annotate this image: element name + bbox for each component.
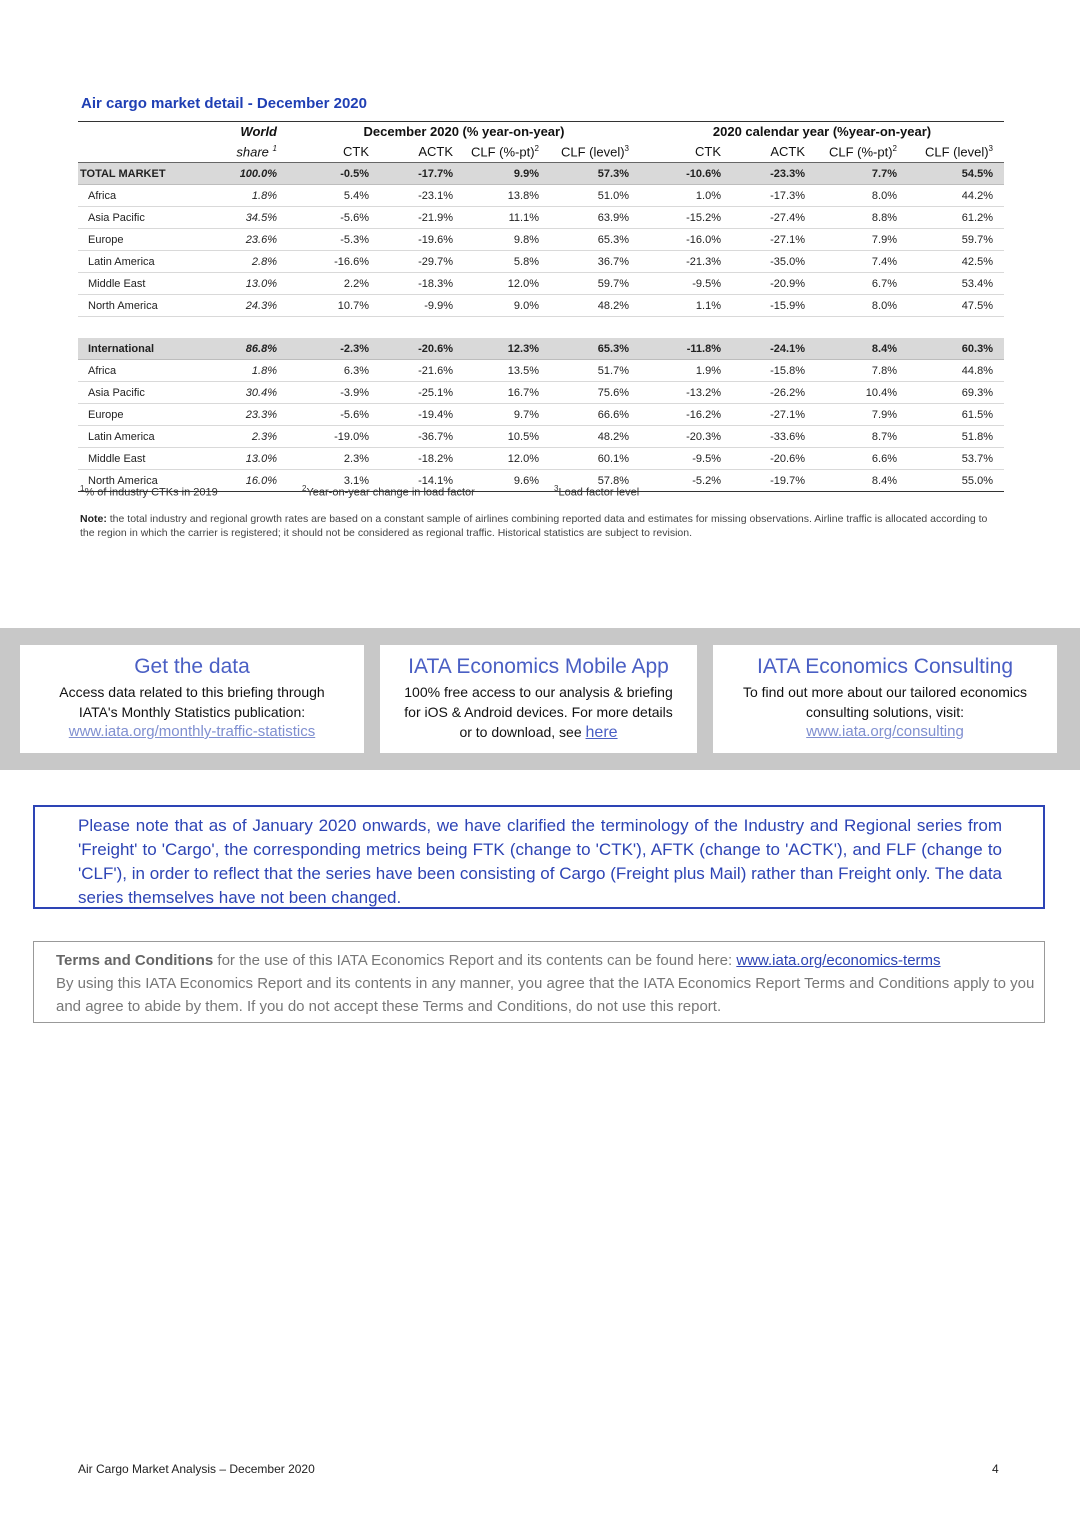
mobile-app-line2: for iOS & Android devices. For more details [404,704,673,720]
value-cell: -36.7% [380,426,464,448]
value-cell: 6.7% [816,273,908,295]
value-cell: 1.9% [640,360,732,382]
value-cell: -11.8% [640,338,732,360]
terms-box [33,941,1045,1023]
share-cell: 16.0% [204,470,288,492]
region-cell: TOTAL MARKET [78,163,204,185]
value-cell: 9.6% [464,470,550,492]
value-cell: -21.3% [640,251,732,273]
value-cell: -20.6% [380,338,464,360]
table-row [78,404,1004,426]
value-cell: 51.0% [550,185,640,207]
value-cell: -0.5% [288,163,380,185]
value-cell: 9.7% [464,404,550,426]
region-cell: Middle East [78,273,204,295]
value-cell: -5.2% [640,470,732,492]
share-cell: 34.5% [204,207,288,229]
header-world: World [204,122,288,142]
value-cell: 3.1% [288,470,380,492]
value-cell: 59.7% [908,229,1004,251]
note-label: Note: [80,513,107,525]
value-cell: 8.4% [816,338,908,360]
value-cell: 12.3% [464,338,550,360]
value-cell: 8.4% [816,470,908,492]
value-cell: -15.2% [640,207,732,229]
page-number: 4 [992,1462,999,1476]
value-cell: 8.8% [816,207,908,229]
footnote-1: $^1$% of industry CTKs in 2019 [80,484,218,499]
value-cell: 54.5% [908,163,1004,185]
header-clf-pt-year: CLF $(\%-pt)^2$ [816,141,908,163]
value-cell: 9.0% [464,295,550,317]
share-cell: 86.8% [204,338,288,360]
share-cell: 30.4% [204,382,288,404]
value-cell: -9.5% [640,273,732,295]
value-cell: 6.6% [816,448,908,470]
value-cell: 53.7% [908,448,1004,470]
value-cell: 59.7% [550,273,640,295]
value-cell: -16.2% [640,404,732,426]
share-cell: 1.8% [204,360,288,382]
value-cell: -17.7% [380,163,464,185]
value-cell: 7.8% [816,360,908,382]
value-cell: 7.7% [816,163,908,185]
terminology-notice [33,805,1045,909]
value-cell: -19.7% [732,470,816,492]
value-cell: -5.3% [288,229,380,251]
region-cell: Asia Pacific [78,207,204,229]
share-cell: 23.6% [204,229,288,251]
value-cell: -23.3% [732,163,816,185]
value-cell: 12.0% [464,273,550,295]
header-ctk-year: CTK [640,141,732,163]
value-cell: -16.0% [640,229,732,251]
value-cell: -9.9% [380,295,464,317]
note-text: the total industry and regional growth rates are based on a constant sample of airlines combining reported data and estimates for missing observations. Airline traffic is allocated according to the region in which the carrier is registered; it should not be considered as regional traffic. Historical statistics are subject to revision. [80,513,988,539]
table-row [78,251,1004,273]
value-cell: -2.3% [288,338,380,360]
value-cell: 65.3% [550,338,640,360]
value-cell: 13.5% [464,360,550,382]
mobile-app-here-link[interactable]: here [585,724,618,741]
mobile-app-title: IATA Economics Mobile App [408,655,669,678]
share-cell: 2.8% [204,251,288,273]
value-cell: 12.0% [464,448,550,470]
value-cell: -18.2% [380,448,464,470]
table-row [78,338,1004,360]
value-cell: 60.1% [550,448,640,470]
region-cell: North America [78,470,204,492]
consulting-link[interactable]: www.iata.org/consulting [806,723,964,740]
table-row [78,229,1004,251]
value-cell: 5.8% [464,251,550,273]
value-cell: -24.1% [732,338,816,360]
get-the-data-title: Get the data [134,655,250,678]
header-clf-level-year: CLF (level)$^3$ [908,141,1004,163]
table-row [78,295,1004,317]
header-clf-level: CLF (level)$^3$ [550,141,640,163]
footnote-2: $^2$Year-on-year change in load factor [302,484,475,499]
table-row [78,448,1004,470]
value-cell: 7.9% [816,404,908,426]
value-cell: -13.2% [640,382,732,404]
value-cell: 44.8% [908,360,1004,382]
terms-label: Terms and Conditions [56,952,214,969]
value-cell: 61.2% [908,207,1004,229]
header-actk-year: ACTK [732,141,816,163]
value-cell: -3.9% [288,382,380,404]
table-row [78,207,1004,229]
value-cell: 66.6% [550,404,640,426]
value-cell: 57.8% [550,470,640,492]
value-cell: 7.4% [816,251,908,273]
table-row [78,382,1004,404]
share-cell: 13.0% [204,448,288,470]
value-cell: 60.3% [908,338,1004,360]
terminology-notice-text: Please note that as of January 2020 onwards, we have clarified the terminology of the Industry and Regional series from 'Freight' to 'Cargo', the corresponding metrics being FTK (change to 'CTK'), AFTK (change to 'ACTK'), and FLF (change to 'CLF'), in order to reflect that the series have been consisting of Cargo (Freight plus Mail) rather than Freight only. The data series themselves have not been changed. [78,816,1002,907]
value-cell: -15.8% [732,360,816,382]
value-cell: -27.4% [732,207,816,229]
share-cell: 13.0% [204,273,288,295]
header-clf-pt: CLF $(\%-pt)^2$ [464,141,550,163]
note-paragraph [80,512,1000,540]
value-cell: -25.1% [380,382,464,404]
region-cell: Europe [78,229,204,251]
value-cell: 10.4% [816,382,908,404]
monthly-statistics-link[interactable]: www.iata.org/monthly-traffic-statistics [68,723,316,740]
value-cell: -19.6% [380,229,464,251]
market-detail-table [78,121,1004,492]
value-cell: -10.6% [640,163,732,185]
value-cell: 10.5% [464,426,550,448]
value-cell: 63.9% [550,207,640,229]
get-the-data-box [20,645,364,753]
share-cell: 23.3% [204,404,288,426]
value-cell: 36.7% [550,251,640,273]
consulting-title: IATA Economics Consulting [757,655,1013,678]
share-cell: 2.3% [204,426,288,448]
value-cell: 48.2% [550,295,640,317]
value-cell: -5.6% [288,404,380,426]
value-cell: -33.6% [732,426,816,448]
table-row [78,360,1004,382]
share-cell: 24.3% [204,295,288,317]
value-cell: -14.1% [380,470,464,492]
value-cell: 9.9% [464,163,550,185]
region-cell: Africa [78,360,204,382]
consulting-line2: consulting solutions, visit: [806,704,964,720]
value-cell: 1.0% [640,185,732,207]
value-cell: 51.7% [550,360,640,382]
table-row [78,426,1004,448]
value-cell: 47.5% [908,295,1004,317]
footnote-3: $^3$Load factor level [554,484,640,499]
value-cell: 75.6% [550,382,640,404]
get-the-data-line1: Access data related to this briefing through [59,684,325,700]
mobile-app-box [380,645,697,753]
value-cell: -21.9% [380,207,464,229]
value-cell: 7.9% [816,229,908,251]
page-title: Air cargo market detail - December 2020 [81,95,367,112]
value-cell: 8.7% [816,426,908,448]
region-cell: Latin America [78,426,204,448]
value-cell: 42.5% [908,251,1004,273]
mobile-app-line3: or to download, see here [459,724,618,741]
value-cell: 11.1% [464,207,550,229]
table-row [78,273,1004,295]
value-cell: 55.0% [908,470,1004,492]
value-cell: -17.3% [732,185,816,207]
terms-text: Terms and Conditions for the use of this IATA Economics Report and its contents can be found here: www.iata.org/economics-terms By using this IATA Economics Report and its contents in any manner, you agree that the IATA Economics Report Terms and Conditions apply to you and agree to abide by them. If you do not accept these Terms and Conditions, do not use this report. [56,952,1035,1015]
table-body [78,163,1004,492]
value-cell: 8.0% [816,295,908,317]
value-cell: -9.5% [640,448,732,470]
value-cell: 6.3% [288,360,380,382]
share-cell: 100.0% [204,163,288,185]
table-header-row-1 [78,122,1004,142]
region-cell: North America [78,295,204,317]
region-cell: Africa [78,185,204,207]
region-cell: Asia Pacific [78,382,204,404]
value-cell: 8.0% [816,185,908,207]
header-ctk: CTK [288,141,380,163]
value-cell: -18.3% [380,273,464,295]
header-december-group: December 2020 (% year-on-year) [288,122,640,142]
value-cell: 48.2% [550,426,640,448]
region-cell: International [78,338,204,360]
value-cell: -16.6% [288,251,380,273]
value-cell: 5.4% [288,185,380,207]
header-actk: ACTK [380,141,464,163]
header-share: share $^1$ [204,141,288,163]
header-year-group: 2020 calendar year (%year-on-year) [640,122,1004,142]
get-the-data-line2: IATA's Monthly Statistics publication: [78,704,306,720]
value-cell: -27.1% [732,229,816,251]
value-cell: 65.3% [550,229,640,251]
value-cell: 1.1% [640,295,732,317]
value-cell: 9.8% [464,229,550,251]
value-cell: -23.1% [380,185,464,207]
value-cell: -19.4% [380,404,464,426]
value-cell: -5.6% [288,207,380,229]
table-row [78,163,1004,185]
table-header-row-2 [78,141,1004,163]
value-cell: -29.7% [380,251,464,273]
value-cell: -15.9% [732,295,816,317]
mobile-app-line1: 100% free access to our analysis & briefing [404,684,673,700]
value-cell: 13.8% [464,185,550,207]
value-cell: -20.3% [640,426,732,448]
region-cell: Latin America [78,251,204,273]
value-cell: 16.7% [464,382,550,404]
value-cell: 10.7% [288,295,380,317]
consulting-line1: To find out more about our tailored economics [742,684,1028,700]
value-cell: 44.2% [908,185,1004,207]
table-row [78,185,1004,207]
value-cell: 61.5% [908,404,1004,426]
value-cell: -20.6% [732,448,816,470]
value-cell: 2.2% [288,273,380,295]
region-cell: Middle East [78,448,204,470]
consulting-box [713,645,1057,753]
value-cell: -27.1% [732,404,816,426]
share-cell: 1.8% [204,185,288,207]
value-cell: 57.3% [550,163,640,185]
value-cell: -35.0% [732,251,816,273]
table-spacer-row [78,317,1004,339]
value-cell: -20.9% [732,273,816,295]
value-cell: -26.2% [732,382,816,404]
value-cell: 69.3% [908,382,1004,404]
value-cell: 53.4% [908,273,1004,295]
value-cell: 2.3% [288,448,380,470]
value-cell: -19.0% [288,426,380,448]
region-cell: Europe [78,404,204,426]
value-cell: 51.8% [908,426,1004,448]
economics-terms-link[interactable]: www.iata.org/economics-terms [736,952,941,969]
footer-title: Air Cargo Market Analysis – December 2020 [78,1462,315,1476]
value-cell: -21.6% [380,360,464,382]
